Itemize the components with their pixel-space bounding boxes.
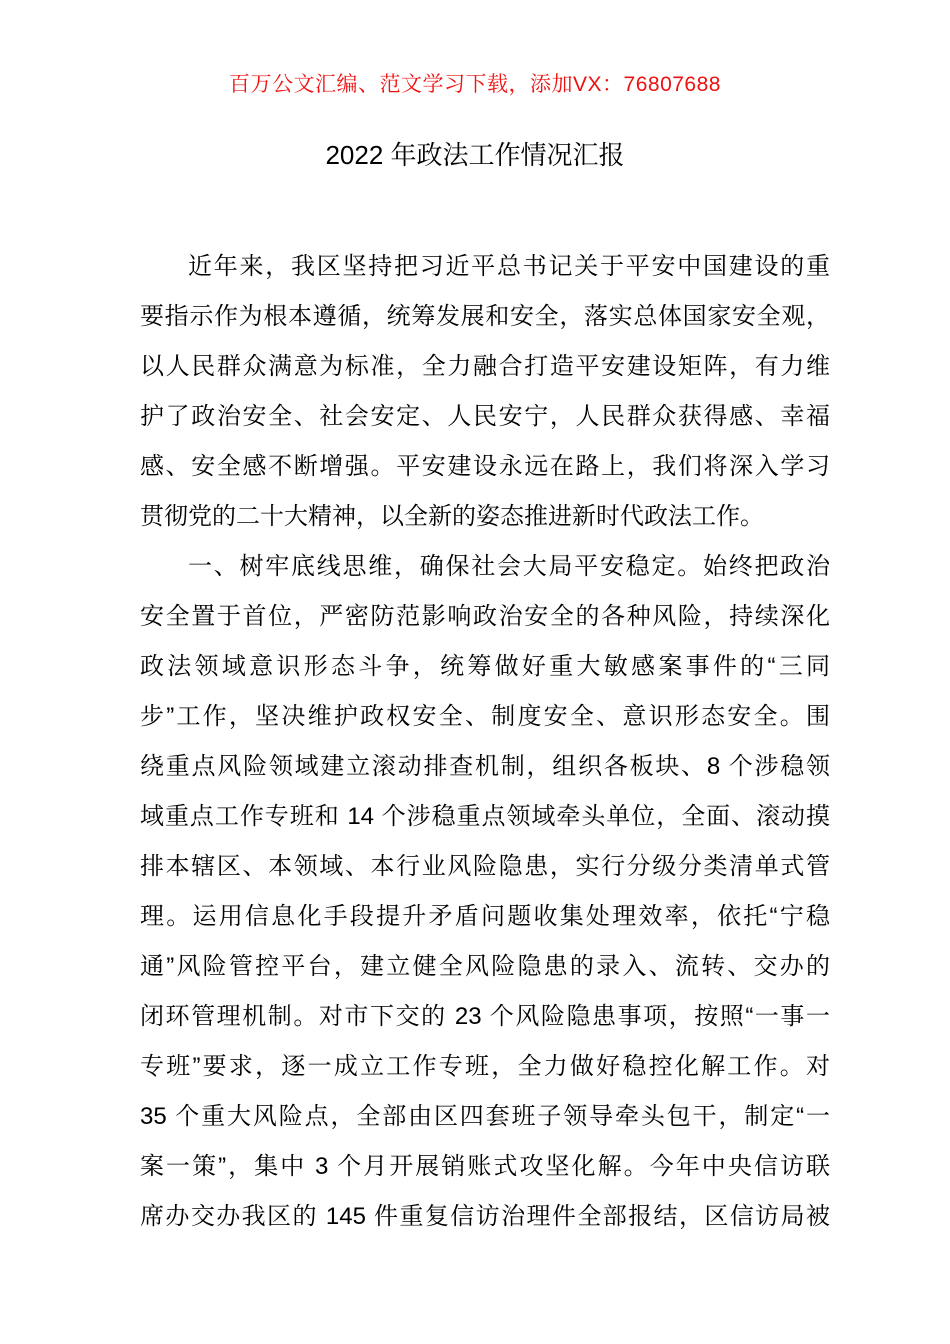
text-line: 要指示作为根本遵循，统筹发展和安全，落实总体国家安全观， — [140, 303, 830, 330]
text-line: 专班”要求，逐一成立工作专班，全力做好稳控化解工作。对 — [140, 1053, 830, 1080]
text-line: 近年来，我区坚持把习近平总书记关于平安中国建设的重 — [188, 253, 830, 280]
text-line: 绕重点风险领域建立滚动排查机制，组织各板块、8 个涉稳领 — [140, 753, 830, 780]
paragraph-section-one — [140, 542, 830, 1242]
promo-header-text: 百万公文汇编、范文学习下载，添加VX：76807688 — [229, 73, 721, 96]
text-line: 贯彻党的二十大精神，以全新的姿态推进新时代政法工作。 — [140, 503, 764, 530]
text-line: 政法领域意识形态斗争，统筹做好重大敏感案事件的“三同 — [140, 653, 830, 680]
text-line: 护了政治安全、社会安定、人民安宁，人民群众获得感、幸福 — [140, 403, 830, 430]
text-line: 闭环管理机制。对市下交的 23 个风险隐患事项，按照“一事一 — [140, 1003, 830, 1030]
text-line: 席办交办我区的 145 件重复信访治理件全部报结，区信访局被 — [140, 1203, 830, 1230]
text-line: 案一策”，集中 3 个月开展销账式攻坚化解。今年中央信访联 — [140, 1153, 830, 1180]
text-line: 35 个重大风险点，全部由区四套班子领导牵头包干，制定“一 — [140, 1103, 830, 1130]
document-body — [140, 242, 830, 1242]
text-line: 排本辖区、本领域、本行业风险隐患，实行分级分类清单式管 — [140, 853, 830, 880]
text-line: 安全置于首位，严密防范影响政治安全的各种风险，持续深化 — [140, 603, 830, 630]
text-line: 步”工作，坚决维护政权安全、制度安全、意识形态安全。围 — [140, 703, 830, 730]
text-line: 以人民群众满意为标准，全力融合打造平安建设矩阵，有力维 — [140, 353, 830, 380]
document-title: 2022 年政法工作情况汇报 — [325, 140, 625, 170]
text-line: 理。运用信息化手段提升矛盾问题收集处理效率，依托“宁稳 — [140, 903, 830, 930]
text-line: 域重点工作专班和 14 个涉稳重点领域牵头单位，全面、滚动摸 — [140, 803, 830, 830]
paragraph-intro — [140, 242, 830, 542]
text-line: 通”风险管控平台，建立健全风险隐患的录入、流转、交办的 — [140, 953, 830, 980]
text-line: 一、树牢底线思维，确保社会大局平安稳定。始终把政治 — [188, 553, 830, 580]
text-line: 感、安全感不断增强。平安建设永远在路上，我们将深入学习 — [140, 453, 830, 480]
